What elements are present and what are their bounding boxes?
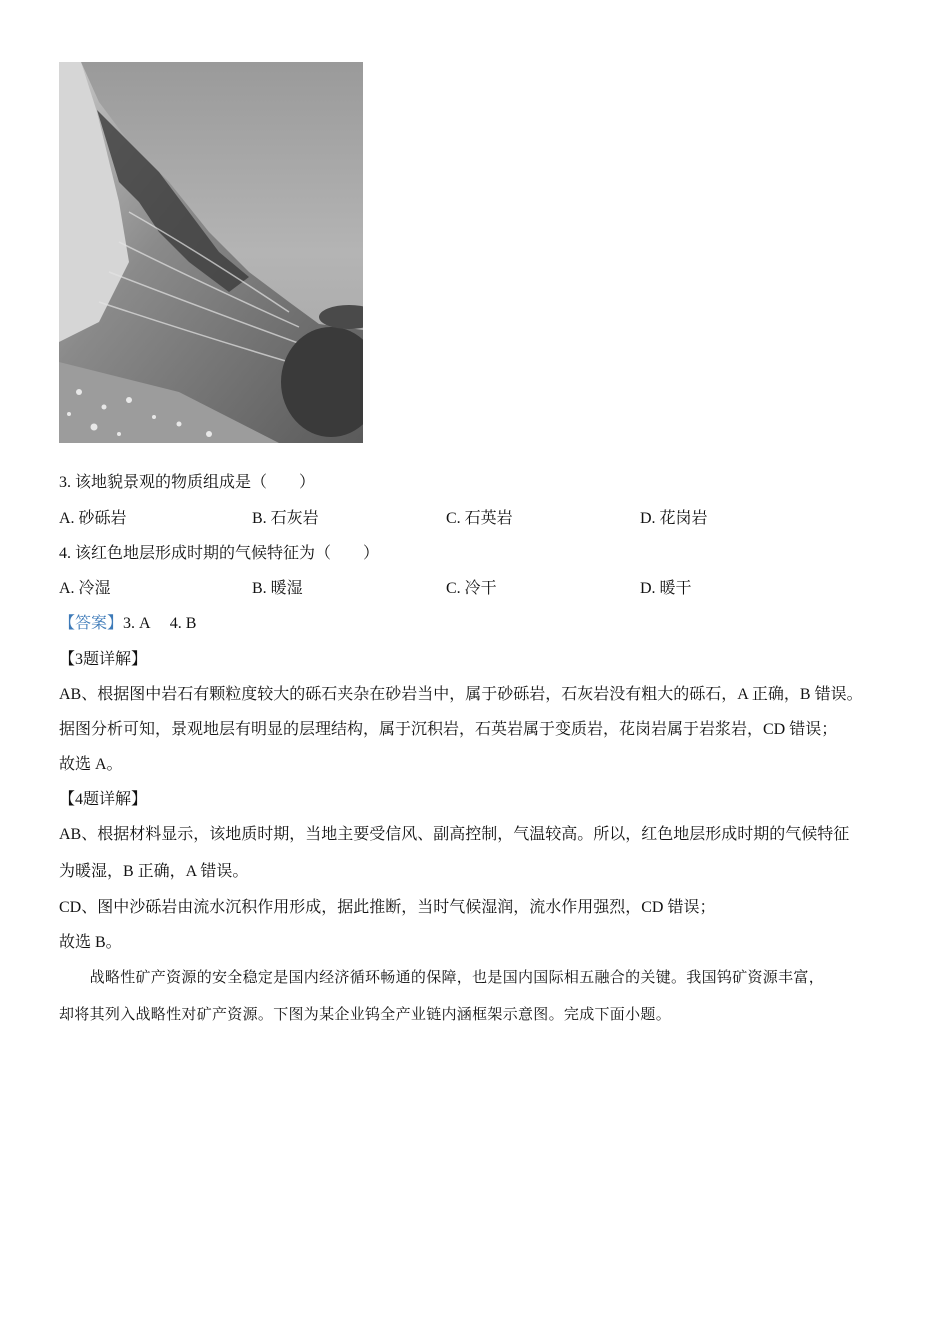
- q4-option-d: D. 暖干: [640, 580, 692, 597]
- detail-3-heading: 【3题详解】: [59, 651, 148, 668]
- passage-line-1: 战略性矿产资源的安全稳定是国内经济循环畅通的保障，也是国内国际相五融合的关键。我国钨矿资源丰富，: [59, 970, 825, 986]
- passage-line-2: 却将其列入战略性对矿产资源。下图为某企业钨全产业链内涵框架示意图。完成下面小题。: [59, 1007, 672, 1023]
- answer-text: 3. A 4. B: [123, 615, 197, 632]
- detail-4-line-3: CD、图中沙砾岩由流水沉积作用形成，据此推断，当时气候湿润，流水作用强烈，CD 错误；: [59, 899, 716, 916]
- question-3-stem: 3. 该地貌景观的物质组成是（ ）: [59, 474, 316, 491]
- q3-option-b: B. 石灰岩: [252, 510, 319, 527]
- q4-option-b: B. 暖湿: [252, 580, 303, 597]
- detail-4-line-1: AB、根据材料显示，该地质时期，当地主要受信风、副高控制，气温较高。所以，红色地层形成时期的气候特征: [59, 826, 850, 843]
- detail-3-line-3: 故选 A。: [59, 756, 123, 773]
- detail-4-line-4: 故选 B。: [59, 934, 122, 951]
- answer-line: [59, 613, 196, 635]
- detail-3-line-2: 据图分析可知，景观地层有明显的层理结构，属于沉积岩，石英岩属于变质岩，花岗岩属于岩浆岩，CD 错误；: [59, 721, 838, 738]
- detail-4-line-2: 为暖湿，B 正确，A 错误。: [59, 863, 249, 880]
- q3-option-a: A. 砂砾岩: [59, 510, 127, 527]
- q3-option-c: C. 石英岩: [446, 510, 513, 527]
- detail-3-line-1: AB、根据图中岩石有颗粒度较大的砾石夹杂在砂岩当中，属于砂砾岩，石灰岩没有粗大的砾石，A 正确，B 错误。: [59, 686, 863, 703]
- detail-4-heading: 【4题详解】: [59, 791, 148, 808]
- question-4-stem: 4. 该红色地层形成时期的气候特征为（ ）: [59, 545, 380, 562]
- q4-option-a: A. 冷湿: [59, 580, 111, 597]
- answer-tag: 【答案】: [59, 615, 124, 632]
- cliff-landscape-photo: [59, 62, 363, 443]
- q4-option-c: C. 冷干: [446, 580, 497, 597]
- q3-option-d: D. 花岗岩: [640, 510, 708, 527]
